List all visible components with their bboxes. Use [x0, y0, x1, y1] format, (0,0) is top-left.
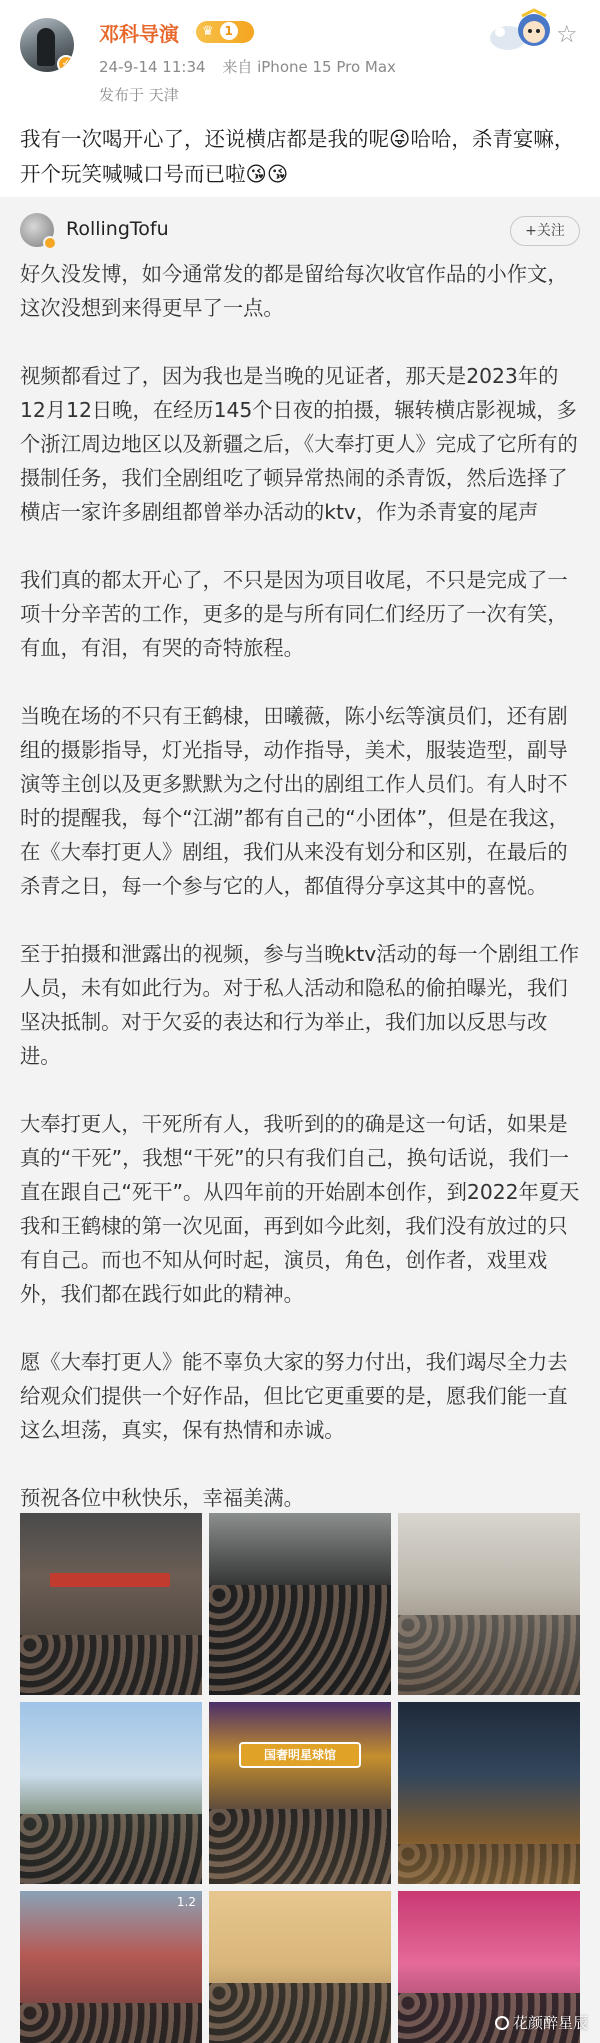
- paragraph: 大奉打更人，干死所有人，我听到的的确是这一句话，如果是真的“干死”，我想“干死”的只有我们自己，换句话说，我们一直在跟自己“死干”。从四年前的开始剧本创作，到2022年夏天我和王鹤棣的第一次见面，再到如今此刻，我们没有放过的只有自己。而也不知从何时起，演员，角色，创作者，戏里戏外，我们都在践行如此的精神。: [20, 1112, 580, 1306]
- verified-icon: [43, 236, 57, 250]
- photo-1[interactable]: [20, 1513, 202, 1695]
- crowd: [20, 1814, 202, 1884]
- repost-author[interactable]: RollingTofu: [66, 218, 169, 240]
- crowd: [209, 1809, 391, 1884]
- watermark-icon: [495, 2016, 509, 2030]
- repost-card[interactable]: [0, 197, 600, 2043]
- crowd: [398, 1615, 580, 1695]
- crowd: [398, 1844, 580, 1884]
- paragraph: 当晚在场的不只有王鹤棣，田曦薇，陈小纭等演员们，还有剧组的摄影指导，灯光指导，动作指导，美术，服装造型，副导演等主创以及更多默默为之付出的剧组工作人员们。有人时不时的提醒我，每个“江湖”都有自己的“小团体”，但是在我这，在《大奉打更人》剧组，我们从来没有划分和区别，在最后的杀青之日，每一个参与它的人，都值得分享这其中的喜悦。: [20, 704, 570, 898]
- photo-sign: 国奢明星球馆: [239, 1742, 361, 1768]
- paragraph: 至于拍摄和泄露出的视频，参与当晚ktv活动的每一个剧组工作人员，未有如此行为。对于私人活动和隐私的偷拍曝光，我们坚决抵制。对于欠妥的表达和行为举止，我们加以反思与改进。: [20, 942, 580, 1068]
- repost-body: [20, 257, 582, 1515]
- crown-icon[interactable]: ♛ 1: [196, 21, 254, 43]
- banner: [50, 1573, 170, 1587]
- crowd: [20, 2003, 202, 2043]
- paragraph: 我们真的都太开心了，不只是因为项目收尾，不只是完成了一项十分辛苦的工作，更多的是与所有同仁们经历了一次有笑，有血，有泪，有哭的奇特旅程。: [20, 568, 568, 660]
- star-icon[interactable]: ☆: [556, 20, 578, 48]
- photo-3[interactable]: [398, 1513, 580, 1695]
- timestamp: 24-9-14 11:34: [99, 58, 206, 76]
- post-header: [0, 0, 600, 118]
- photo-4[interactable]: [20, 1702, 202, 1884]
- repost-avatar[interactable]: [20, 213, 54, 247]
- crowd: [209, 1585, 391, 1695]
- paragraph: 视频都看过了，因为我也是当晚的见证者，那天是2023年的12月12日晚，在经历145个日夜的拍摄，辗转横店影视城，多个浙江周边地区以及新疆之后，《大奉打更人》完成了它所有的摄制任务，我们全剧组吃了顿异常热闹的杀青饭，然后选择了横店一家许多剧组都曾举办活动的ktv，作为杀青宴的尾声: [20, 364, 578, 524]
- watermark: [495, 2012, 588, 2033]
- crowd: [209, 1983, 391, 2043]
- photo-8[interactable]: [209, 1891, 391, 2043]
- verified-icon: ✓: [57, 55, 74, 72]
- avatar[interactable]: [20, 18, 74, 72]
- paragraph: 好久没发博，如今通常发的都是留给每次收官作品的小作文，这次没想到来得更早了一点。: [20, 262, 568, 320]
- photo-count-badge: 1.2: [176, 1895, 196, 1909]
- author-name[interactable]: 邓科导演: [99, 22, 179, 46]
- paragraph: 预祝各位中秋快乐，幸福美满。: [20, 1486, 304, 1510]
- source: 来自 iPhone 15 Pro Max: [222, 58, 396, 76]
- paragraph: 愿《大奉打更人》能不辜负大家的努力付出，我们竭尽全力去给观众们提供一个好作品，但比它更重要的是，愿我们能一直这么坦荡，真实，保有热情和赤诚。: [20, 1350, 568, 1442]
- photo-5[interactable]: [209, 1702, 391, 1884]
- photo-2[interactable]: [209, 1513, 391, 1695]
- follow-button[interactable]: +关注: [510, 216, 580, 246]
- published-from: 发布于 天津: [99, 86, 179, 104]
- avatar-figure: [37, 28, 55, 66]
- cartoon-decoration: [486, 8, 566, 56]
- photo-6[interactable]: [398, 1702, 580, 1884]
- post-meta: [99, 56, 408, 77]
- watermark-text: 花颜醉星辰: [512, 2014, 588, 2032]
- photo-7[interactable]: [20, 1891, 202, 2043]
- repost-header: [20, 211, 580, 251]
- level-badge: 1: [220, 22, 238, 40]
- crowd: [20, 1635, 202, 1695]
- post-text: 我有一次喝开心了，还说横店都是我的呢😜哈哈，杀青宴嘛，开个玩笑喊喊口号而已啦😘😘: [20, 127, 575, 186]
